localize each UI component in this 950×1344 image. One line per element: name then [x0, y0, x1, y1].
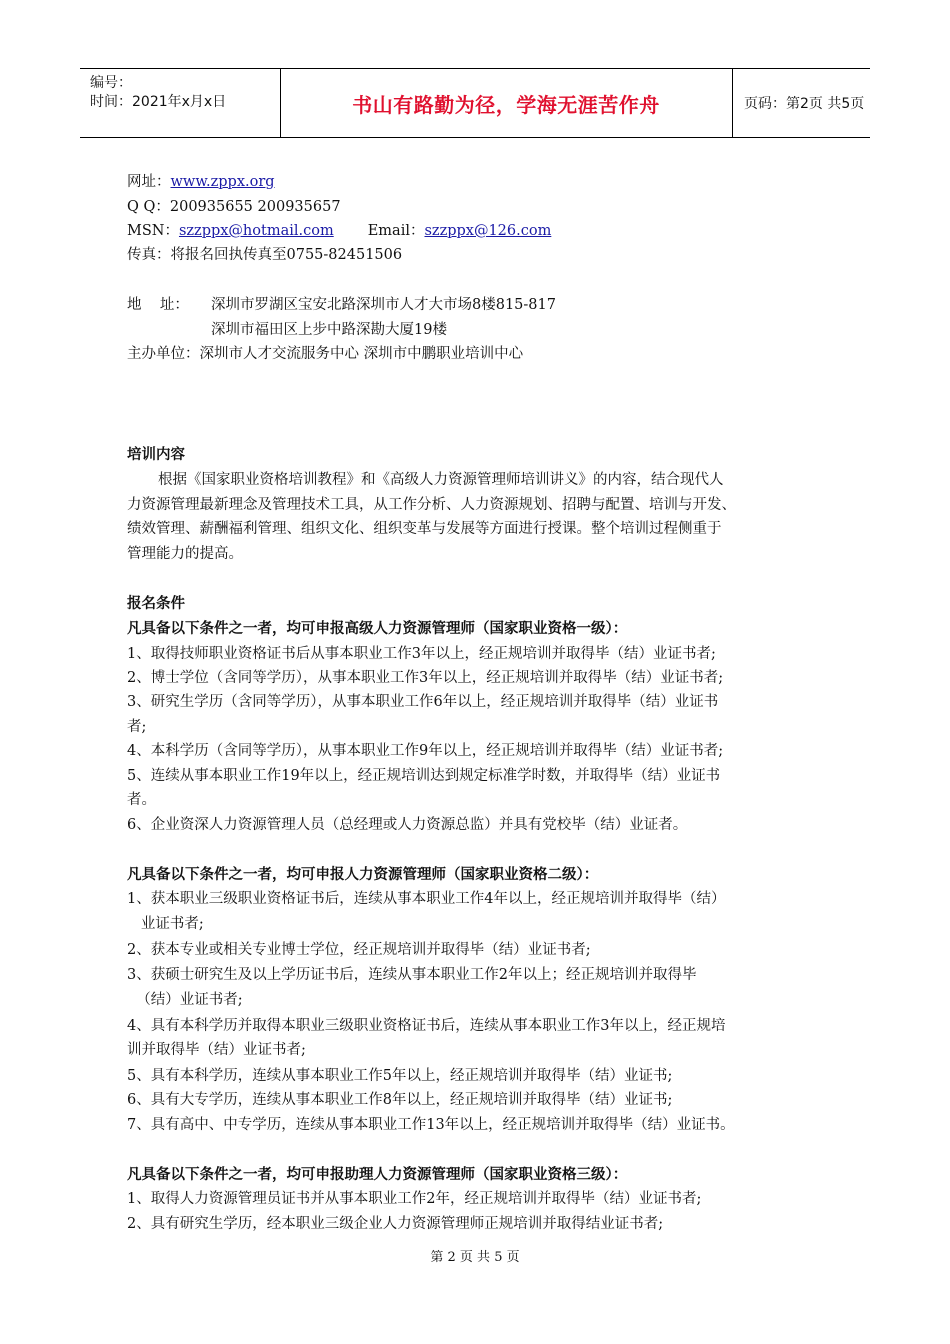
level3-heading: 凡具备以下条件之一者，均可申报助理人力资源管理师（国家职业资格三级）： — [127, 1167, 628, 1183]
level2-item: 训并取得毕（结）业证书者; — [127, 1042, 306, 1058]
header-page-info-cell — [732, 69, 870, 137]
address-line-1 — [127, 295, 556, 315]
number-label: 编号： — [90, 75, 132, 91]
level1-item: 5、连续从事本职业工作19年以上，经正规培训达到规定标准学时数，并取得毕（结）业证书 — [127, 768, 721, 784]
address-1: 深圳市罗湖区宝安北路深圳市人才大市场8楼815-817 — [211, 297, 556, 313]
email-label: Email： — [367, 223, 425, 239]
level1-item: 6、企业资深人力资源管理人员（总经理或人力资源总监）并具有党校毕（结）业证者。 — [127, 817, 688, 833]
msn-email-line — [127, 221, 551, 241]
training-line: 力资源管理最新理念及管理技术工具，从工作分析、人力资源规划、招聘与配置、培训与开发、 — [127, 497, 736, 513]
level1-item: 者。 — [127, 792, 156, 808]
level2-item: 2、获本专业或相关专业博士学位，经正规培训并取得毕（结）业证书者; — [127, 942, 591, 958]
training-line: 管理能力的提高。 — [127, 546, 243, 562]
level2-item: 5、具有本科学历，连续从事本职业工作5年以上，经正规培训并取得毕（结）业证书; — [127, 1068, 673, 1084]
msn-label: MSN： — [127, 223, 179, 239]
level3-item: 2、具有研究生学历，经本职业三级企业人力资源管理师正规培训并取得结业证书者; — [127, 1216, 664, 1232]
organizer-line: 主办单位：深圳市人才交流服务中心 深圳市中鹏职业培训中心 — [127, 346, 524, 362]
motto: 书山有路勤为径，学海无涯苦作舟 — [352, 92, 660, 117]
address-label: 地 址： — [127, 297, 189, 313]
level1-item: 1、取得技师职业资格证书后从事本职业工作3年以上，经正规培训并取得毕（结）业证书者; — [127, 646, 716, 662]
page-info: 页码：第2页 共5页 — [744, 96, 865, 112]
website-link[interactable]: www.zppx.org — [170, 174, 275, 190]
level3-item: 1、取得人力资源管理员证书并从事本职业工作2年，经正规培训并取得毕（结）业证书者; — [127, 1191, 702, 1207]
training-line: 绩效管理、薪酬福利管理、组织文化、组织变革与发展等方面进行授课。整个培训过程侧重于 — [127, 521, 722, 537]
header-motto-cell — [280, 69, 733, 137]
page-header — [80, 68, 870, 138]
level1-item: 4、本科学历（含同等学历），从事本职业工作9年以上，经正规培训并取得毕（结）业证书者; — [127, 743, 724, 759]
msn-link[interactable]: szzppx@hotmail.com — [178, 223, 334, 239]
level2-heading: 凡具备以下条件之一者，均可申报人力资源管理师（国家职业资格二级）： — [127, 867, 599, 883]
level1-heading: 凡具备以下条件之一者，均可申报高级人力资源管理师（国家职业资格一级）： — [127, 621, 628, 637]
time-label: 时间：2021年x月x日 — [90, 94, 227, 110]
website-line — [127, 172, 275, 192]
level2-item: 4、具有本科学历并取得本职业三级职业资格证书后，连续从事本职业工作3年以上，经正规培 — [127, 1018, 726, 1034]
level2-item: 7、具有高中、中专学历，连续从事本职业工作13年以上，经正规培训并取得毕（结）业证书。 — [127, 1117, 735, 1133]
level1-item: 2、博士学位（含同等学历），从事本职业工作3年以上，经正规培训并取得毕（结）业证书者; — [127, 670, 724, 686]
website-label: 网址： — [127, 174, 171, 190]
level2-item: 6、具有大专学历，连续从事本职业工作8年以上，经正规培训并取得毕（结）业证书; — [127, 1092, 673, 1108]
conditions-heading: 报名条件 — [127, 596, 185, 612]
address-line-2: 深圳市福田区上步中路深勘大厦19楼 — [211, 322, 447, 338]
qq-line: Q Q：200935655 200935657 — [127, 199, 341, 215]
header-left-cell — [80, 69, 281, 137]
training-line: 根据《国家职业资格培训教程》和《高级人力资源管理师培训讲义》的内容，结合现代人 — [158, 472, 724, 488]
page-footer: 第 2 页 共 5 页 — [430, 1250, 520, 1265]
level2-item: （结）业证书者; — [127, 992, 243, 1008]
level2-item: 业证书者; — [127, 916, 204, 932]
level2-item: 1、获本职业三级职业资格证书后，连续从事本职业工作4年以上，经正规培训并取得毕（结） — [127, 891, 726, 907]
level2-item: 3、获硕士研究生及以上学历证书后，连续从事本职业工作2年以上；经正规培训并取得毕 — [127, 967, 697, 983]
fax-line: 传真：将报名回执传真至0755-82451506 — [127, 247, 403, 263]
training-heading: 培训内容 — [127, 447, 185, 463]
level1-item: 3、研究生学历（含同等学历），从事本职业工作6年以上，经正规培训并取得毕（结）业证书 — [127, 694, 719, 710]
level1-item: 者; — [127, 719, 147, 735]
email-link[interactable]: szzppx@126.com — [424, 223, 552, 239]
